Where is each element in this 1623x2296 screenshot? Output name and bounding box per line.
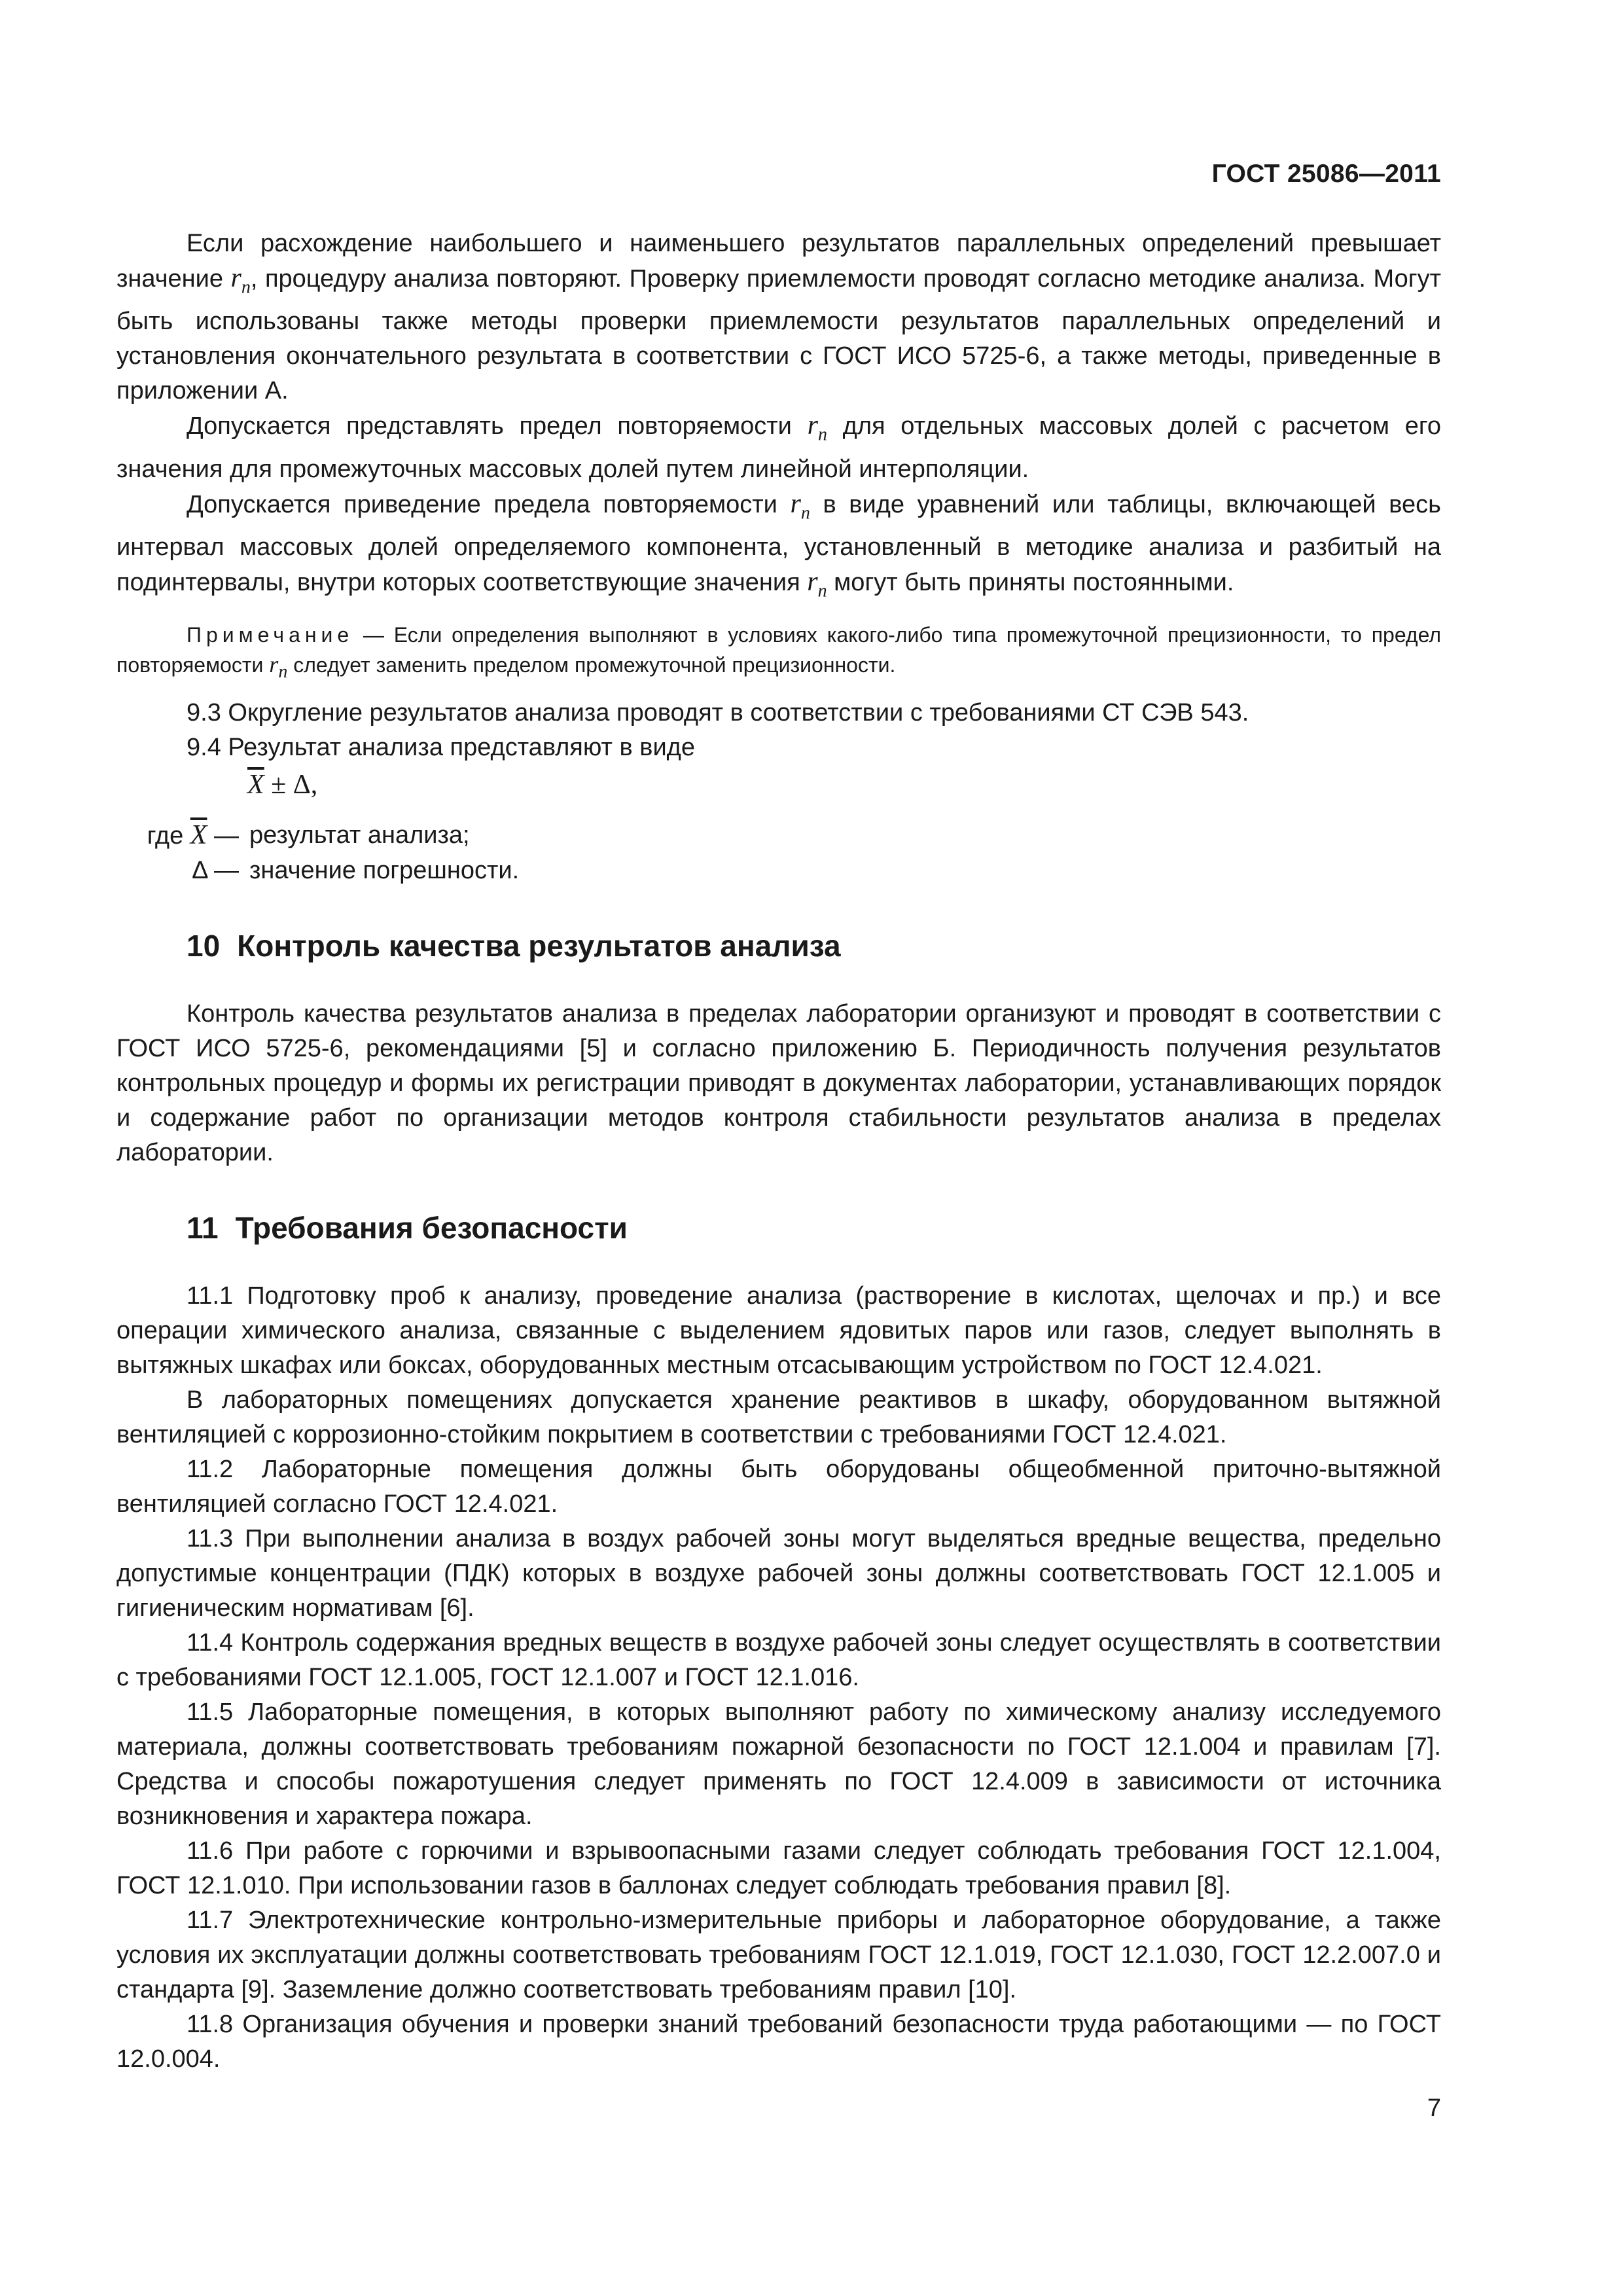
- section-10-text: Контроль качества результатов анализа в пределах лаборатории организуют и проводят в соответствии с ГОСТ ИСО 5725-6, рекомендациями [5] и согласно приложению Б. Периодичность получения результатов контрольных процедур и формы их регистрации приводят в документах лаборатории, устанавливающих порядок и содержание работ по организации методов контроля стабильности результатов анализа в пределах лаборатории.: [116, 999, 1441, 1166]
- document-page: [116, 0, 1441, 2296]
- section-11-item: 11.5 Лабораторные помещения, в которых выполняют работу по химическому анализу исследуемого материала, должны соответствовать требованиям пожарной безопасности по ГОСТ 12.1.004 и правилам [7]. Средства и способы пожаротушения следует применять по ГОСТ 12.4.009 в зависимости от источника возникновения и характера пожара.: [116, 1698, 1441, 1830]
- paragraph-9-3: 9.3 Округление результатов анализа проводят в соответствии с требованиями СТ СЭВ 543.: [187, 698, 1249, 726]
- note: Примечание — Если определения выполняют в условиях какого-либо типа промежуточной прецизионности, то предел повторяемости $r_n$ следует заменить пределом промежуточной прецизионности.: [116, 622, 1441, 682]
- paragraph-9-4: 9.4 Результат анализа представляют в виде: [187, 733, 695, 761]
- paragraph-repeatability-table: Допускается приведение предела повторяемости $r_n$ в виде уравнений или таблицы, включающей весь интервал массовых долей определяемого компонента, установленный в методике анализа и разбитый на подинтервалы, внутри которых соответствующие значения $r_n$ могут быть приняты постоянными.: [116, 488, 1441, 601]
- section-10-heading: 10 Контроль качества результатов анализа: [187, 928, 841, 963]
- paragraph-repeatability-check: Если расхождение наибольшего и наименьшего результатов параллельных определений превышает значение $r_n$, процедуру анализа повторяют. Проверку приемлемости проводят согласно методике анализа. Могут быть использованы также методы проверки приемлемости результатов параллельных определений и установления окончательного результата в соответствии с ГОСТ ИСО 5725-6, а также методы, приведенные в приложении А.: [116, 230, 1441, 405]
- section-11-item: 11.3 При выполнении анализа в воздух рабочей зоны могут выделяться вредные вещества, предельно допустимые концентрации (ПДК) которых в воздухе рабочей зоны должны соответствовать ГОСТ 12.1.005 и гигиеническим нормативам [6].: [116, 1524, 1441, 1622]
- section-11-item: 11.1 Подготовку проб к анализу, проведение анализа (растворение в кислотах, щелочах и пр.) и все операции химического анализа, связанные с выделением ядовитых паров или газов, следует выполнять в вытяжных шкафах или боксах, оборудованных местным отсасывающим устройством по ГОСТ 12.4.021.: [116, 1282, 1441, 1379]
- section-11-heading: 11 Требования безопасности: [187, 1210, 628, 1245]
- section-11-item: 11.7 Электротехнические контрольно-измерительные приборы и лабораторное оборудование, а также условия их эксплуатации должны соответствовать требованиям ГОСТ 12.1.019, ГОСТ 12.1.030, ГОСТ 12.2.007.0 и стандарта [9]. Заземление должно соответствовать требованиям правил [10].: [116, 1906, 1441, 2003]
- section-11-item: 11.8 Организация обучения и проверки знаний требований безопасности труда работающими — по ГОСТ 12.0.004.: [116, 2010, 1441, 2073]
- section-11-item: 11.2 Лабораторные помещения должны быть оборудованы общеобменной приточно-вытяжной вентиляцией согласно ГОСТ 12.4.021.: [116, 1455, 1441, 1518]
- section-11-item: В лабораторных помещениях допускается хранение реактивов в шкафу, оборудованном вытяжной вентиляцией с коррозионно-стойким покрытием в соответствии с требованиями ГОСТ 12.4.021.: [116, 1386, 1441, 1448]
- paragraph-repeatability-interpolation: Допускается представлять предел повторяемости $r_n$ для отдельных массовых долей с расчетом его значения для промежуточных массовых долей путем линейной интерполяции.: [116, 410, 1441, 483]
- result-formula: $\overline{X} \pm \Delta$,: [247, 769, 318, 800]
- where-delta-definition: Δ — значение погрешности.: [192, 856, 520, 884]
- page-number: 7: [1427, 2094, 1441, 2122]
- section-11-item: 11.4 Контроль содержания вредных веществ в воздухе рабочей зоны следует осуществлять в соответствии с требованиями ГОСТ 12.1.005, ГОСТ 12.1.007 и ГОСТ 12.1.016.: [116, 1628, 1441, 1691]
- section-11-item: 11.6 При работе с горючими и взрывоопасными газами следует соблюдать требования ГОСТ 12.1.004, ГОСТ 12.1.010. При использовании газов в баллонах следует соблюдать требования правил [8].: [116, 1837, 1441, 1899]
- where-x-definition: где $\overline{X}$ — результат анализа;: [147, 819, 470, 850]
- standard-code: ГОСТ 25086—2011: [1211, 160, 1441, 188]
- document-body: [116, 226, 1441, 2077]
